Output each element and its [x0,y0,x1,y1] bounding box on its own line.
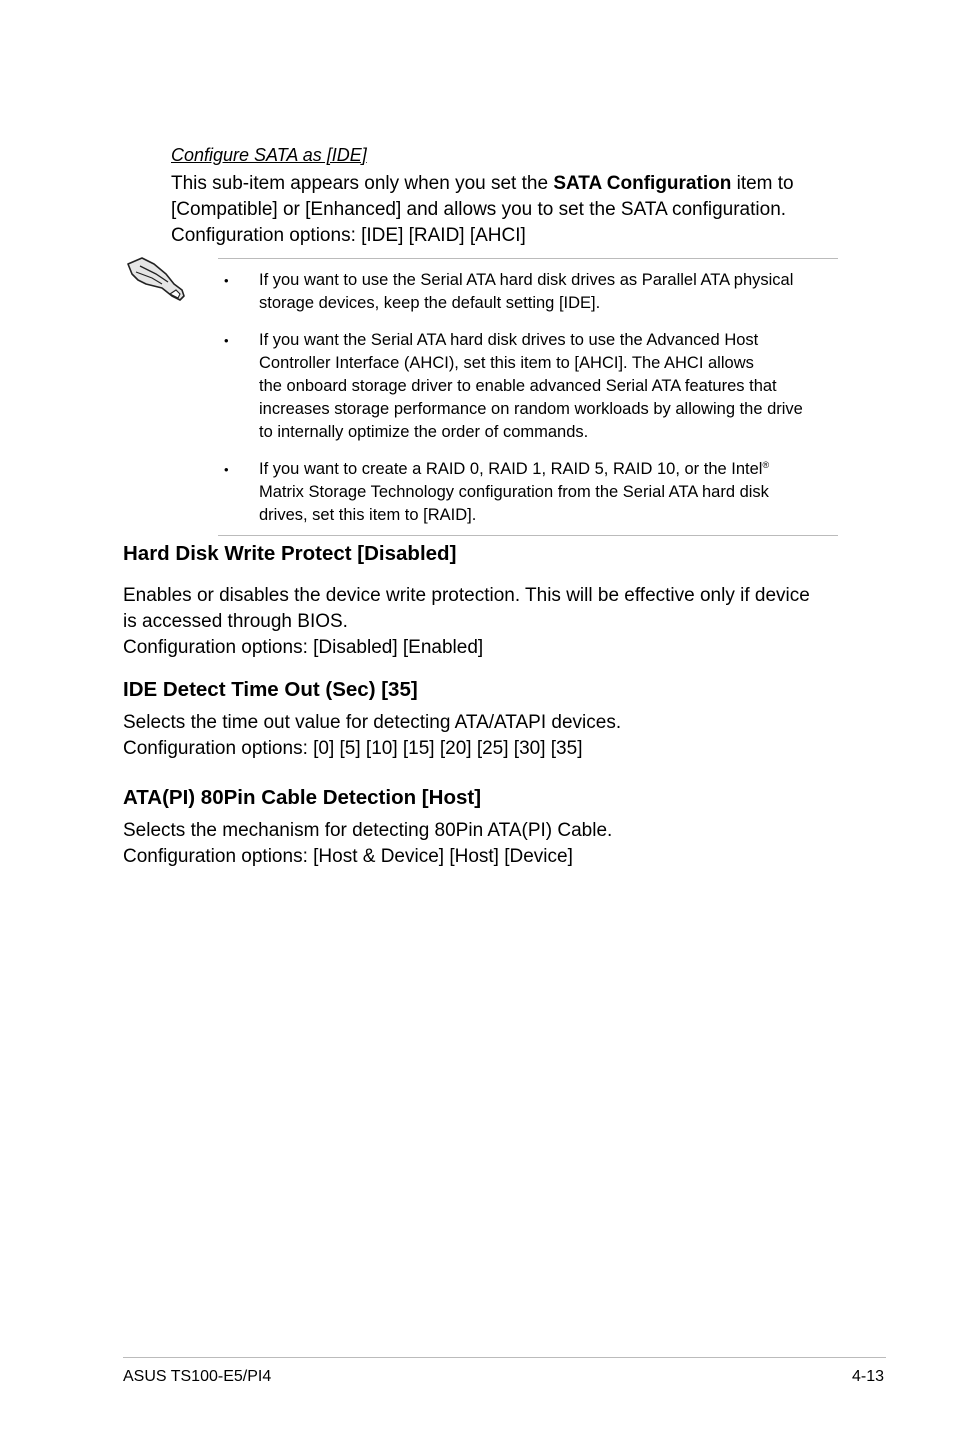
subitem-title: Configure SATA as [IDE] [171,145,367,165]
section-body-write-protect: Enables or disables the device write protection. This will be effective only if device is accessed through BIOS. Configuration options: [Disabled] [Enabled] [123,585,810,658]
subitem-line-1: This sub-item appears only when you set the SATA Configuration item to [171,173,794,194]
footer-divider [123,1357,886,1358]
hand-note-icon [126,254,186,304]
subitem-line-2: [Compatible] or [Enhanced] and allows you to set the SATA configuration. [171,199,787,220]
section-body-cable-detection: Selects the mechanism for detecting 80Pin ATA(PI) Cable. Configuration options: [Host & Device] [Host] [Device] [123,820,613,867]
note-box: • If you want to use the Serial ATA hard disk drives as Parallel ATA physical storage devices, keep the default setting [IDE]. • If you want the Serial ATA hard disk drives to use the Advanced Host Controller Interface (AHCI), set this item to [AHCI]. The AHCI allows the onboard storage driver to enable advanced Serial ATA features that increases storage performance on random workloads by allowing the drive to internally optimize the order of commands. • If you want to create a RAID 0, RAID 1, RAID 5, RAID 10, or the Intel® Matrix Storage Technology configuration from the Serial ATA hard disk drives, set this item to [RAID]. [218,258,838,536]
sata-configuration-term: SATA Configuration [553,173,732,194]
section-heading-ide-timeout: IDE Detect Time Out (Sec) [35] [123,678,418,701]
registered-mark: ® [762,460,770,470]
section-heading-cable-detection: ATA(PI) 80Pin Cable Detection [Host] [123,786,482,809]
bullet-dot: • [224,333,229,348]
section-body-ide-timeout: Selects the time out value for detecting ATA/ATAPI devices. Configuration options: [0] [5] [10] [15] [20] [25] [30] [35] [123,712,622,759]
footer-page-number: 4-13 [852,1368,885,1385]
bullet-dot: • [224,462,229,477]
subitem-line-3: Configuration options: [IDE] [RAID] [AHCI] [171,225,526,246]
subitem-description [171,171,861,249]
footer-product-name: ASUS TS100-E5/PI4 [123,1368,272,1385]
bullet-dot: • [224,273,229,288]
section-heading-write-protect: Hard Disk Write Protect [Disabled] [123,542,457,565]
